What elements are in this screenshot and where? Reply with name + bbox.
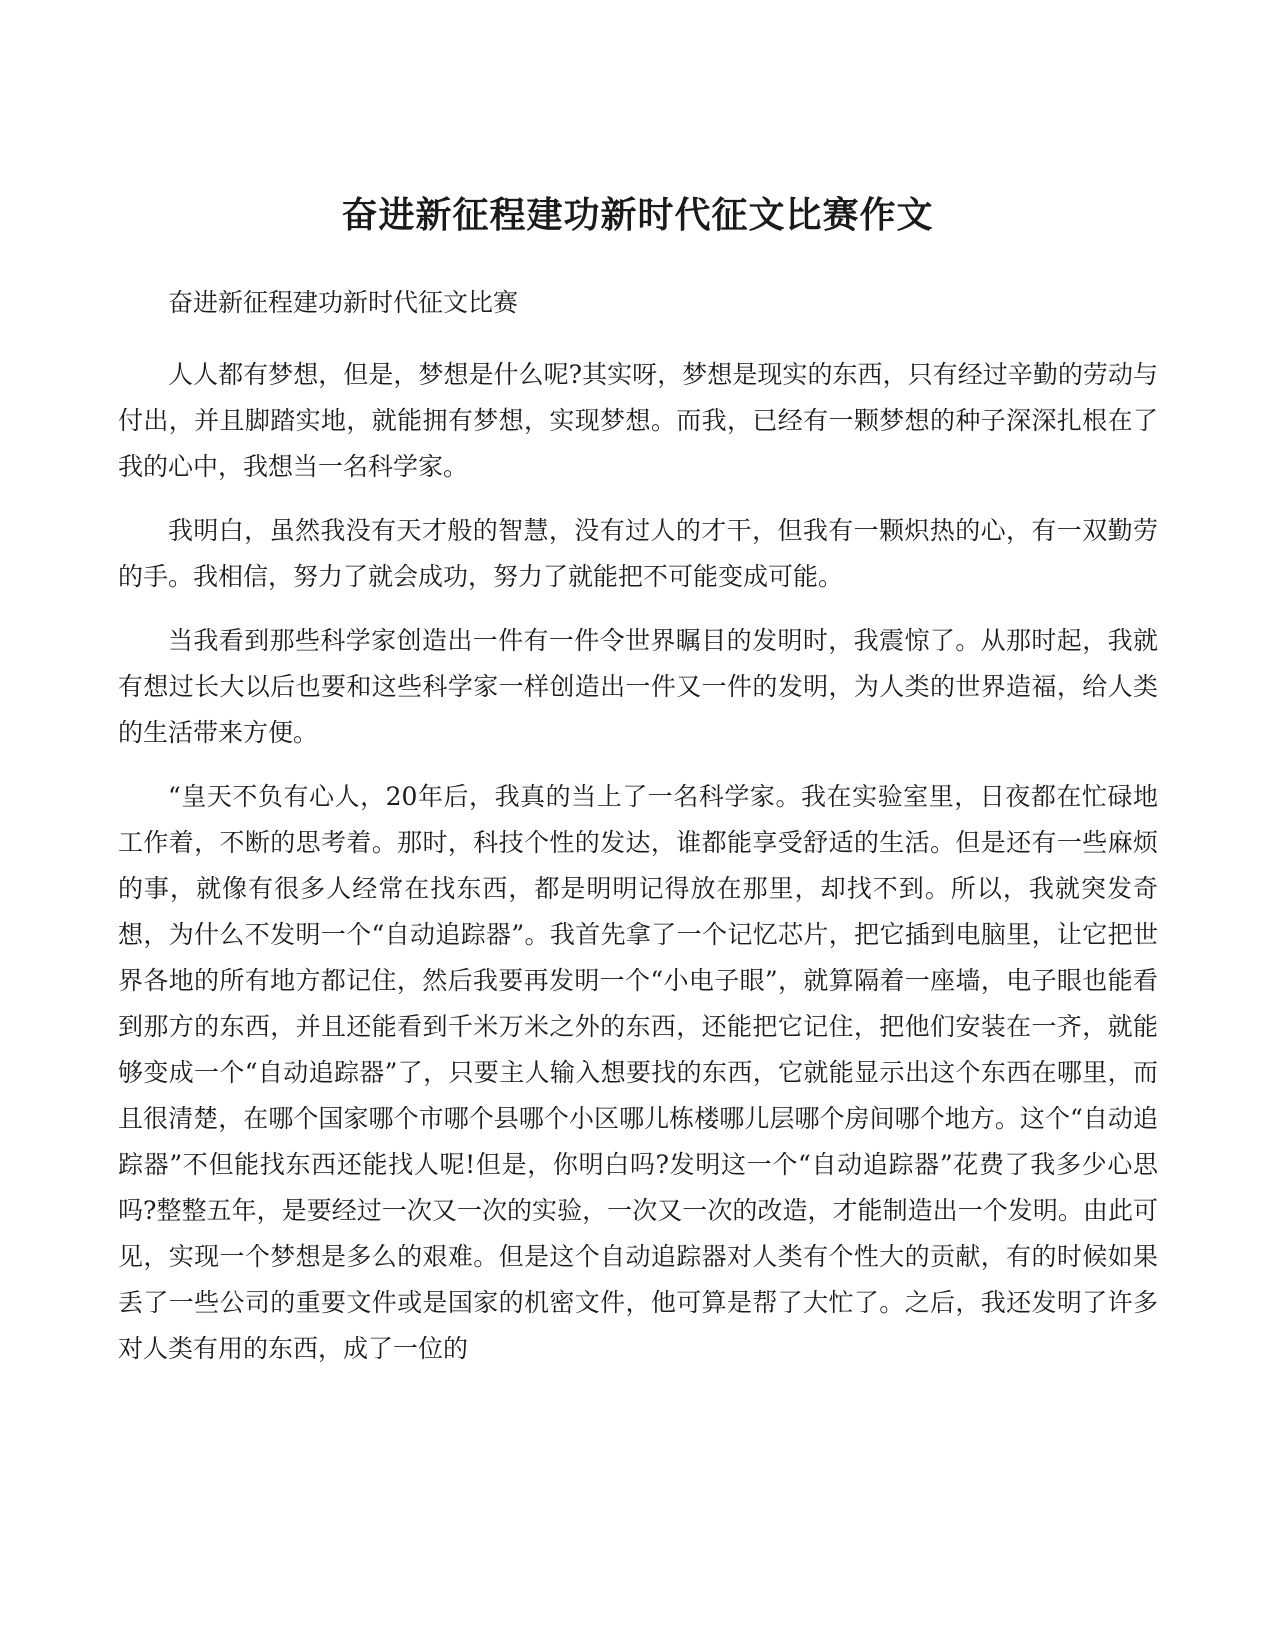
paragraph: 我明白，虽然我没有天才般的智慧，没有过人的才干，但我有一颗炽热的心，有一双勤劳的手。我相信，努力了就会成功，努力了就能把不可能变成可能。 [118,516,1158,591]
paragraph: 人人都有梦想，但是，梦想是什么呢?其实呀，梦想是现实的东西，只有经过辛勤的劳动与付出，并且脚踏实地，就能拥有梦想，实现梦想。而我，已经有一颗梦想的种子深深扎根在了我的心中，我想当一名科学家。 [118,360,1158,481]
document-body [118,280,1158,1390]
paragraph: “皇天不负有心人，20年后，我真的当上了一名科学家。我在实验室里，日夜都在忙碌地工作着，不断的思考着。那时，科技个性的发达，谁都能享受舒适的生活。但是还有一些麻烦的事，就像有很多人经常在找东西，都是明明记得放在那里，却找不到。所以，我就突发奇想，为什么不发明一个“自动追踪器”。我首先拿了一个记忆芯片，把它插到电脑里，让它把世界各地的所有地方都记住，然后我要再发明一个“小电子眼”，就算隔着一座墙，电子眼也能看到那方的东西，并且还能看到千米万米之外的东西，还能把它记住，把他们安装在一齐，就能够变成一个“自动追踪器”了，只要主人输入想要找的东西，它就能显示出这个东西在哪里，而且很清楚，在哪个国家哪个市哪个县哪个小区哪儿栋楼哪儿层哪个房间哪个地方。这个“自动追踪器”不但能找东西还能找人呢!但是，你明白吗?发明这一个“自动追踪器”花费了我多少心思吗?整整五年，是要经过一次又一次的实验，一次又一次的改造，才能制造出一个发明。由此可见，实现一个梦想是多么的艰难。但是这个自动追踪器对人类有个性大的贡献，有的时候如果丢了一些公司的重要文件或是国家的机密文件，他可算是帮了大忙了。之后，我还发明了许多对人类有用的东西，成了一位的 [118,782,1158,1363]
document-title: 奋进新征程建功新时代征文比赛作文 [341,194,934,236]
paragraph: 当我看到那些科学家创造出一件有一件令世界瞩目的发明时，我震惊了。从那时起，我就有想过长大以后也要和这些科学家一样创造出一件又一件的发明，为人类的世界造福，给人类的生活带来方便。 [118,626,1158,747]
document-subtitle: 奋进新征程建功新时代征文比赛 [168,288,519,317]
